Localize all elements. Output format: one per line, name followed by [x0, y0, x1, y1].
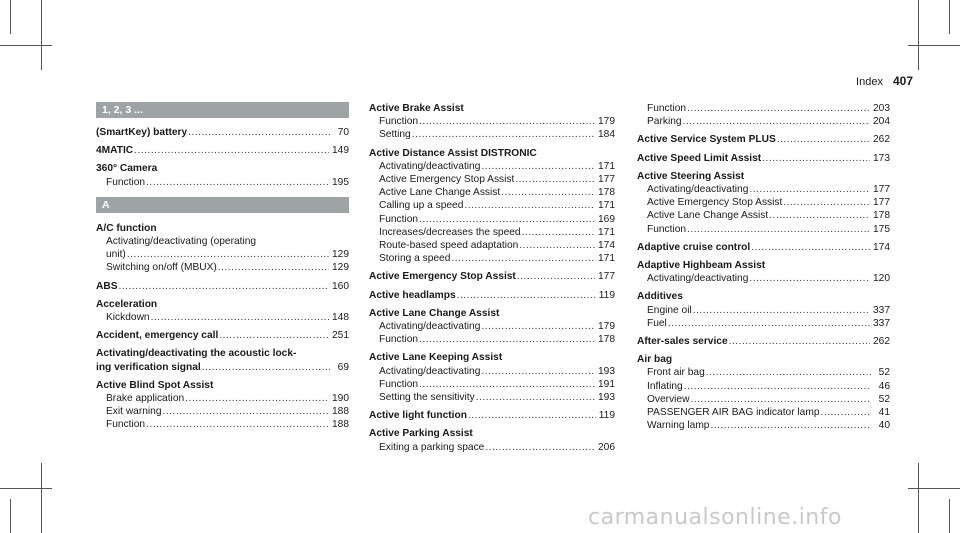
entry-text: Activating/deactivating: [647, 184, 749, 196]
entry-text: Fuel: [647, 317, 667, 329]
dot-leader: [419, 213, 595, 226]
entry-heading: [96, 379, 349, 392]
entry-heading[interactable]: [96, 361, 349, 374]
entry-text: Active Parking Assist: [369, 428, 473, 440]
entry-text: Active Blind Spot Assist: [96, 379, 214, 391]
entry-text: (SmartKey) battery: [96, 127, 188, 138]
entry-heading: [369, 102, 615, 115]
entry-text: 360° Camera: [96, 163, 158, 175]
entry-page-number: 171: [598, 200, 615, 212]
entry-page-number: 179: [598, 116, 615, 128]
subentry[interactable]: [96, 405, 349, 418]
entry-heading: [96, 162, 349, 175]
index-entry: [96, 162, 349, 188]
subentry[interactable]: [96, 176, 349, 189]
watermark: carmanualsonline.info: [588, 505, 842, 530]
entry-heading-line: Activating/deactivating the acoustic lock-: [96, 348, 297, 360]
index-entry: [96, 347, 349, 373]
entry-page-number: 177: [598, 271, 615, 283]
entry-text: Active Emergency Stop Assist: [379, 174, 515, 186]
entry-text: 4MATIC: [96, 145, 134, 157]
entry-text: Function: [106, 419, 146, 431]
entry-text: Active Distance Assist DISTRONIC: [369, 147, 537, 159]
entry-heading[interactable]: [637, 241, 890, 254]
index-entry: [369, 289, 615, 302]
page-header: [856, 74, 913, 88]
entry-page-number: 193: [598, 392, 615, 404]
entry-page-number: 171: [598, 226, 615, 238]
index-entry: [369, 147, 615, 266]
subentry[interactable]: [96, 248, 349, 261]
subentry[interactable]: [369, 128, 615, 141]
entry-heading: [637, 259, 890, 272]
index-column-3: [637, 102, 890, 437]
dot-leader: [464, 199, 595, 212]
subentry[interactable]: [369, 252, 615, 265]
entry-text: Function: [647, 223, 687, 235]
entry-text: Kickdown: [106, 312, 150, 324]
dot-leader: [146, 418, 329, 431]
dot-leader: [481, 160, 595, 173]
entry-page-number: 262: [873, 336, 890, 348]
entry-page-number: 195: [332, 176, 349, 188]
entry-heading: [369, 427, 615, 440]
entry-text: Active Emergency Stop Assist: [647, 197, 783, 209]
dot-leader: [668, 317, 870, 330]
entry-text: Active light function: [369, 410, 467, 422]
entry-heading[interactable]: [637, 335, 890, 348]
index-entry: [637, 170, 890, 236]
entry-heading[interactable]: [369, 289, 615, 302]
entry-heading[interactable]: [96, 329, 349, 342]
dot-leader: [522, 226, 595, 239]
entry-page-number: 191: [598, 378, 615, 390]
entry-text: Active Lane Change Assist: [647, 210, 769, 222]
subentry[interactable]: [96, 261, 349, 274]
subentry[interactable]: [369, 173, 615, 186]
dot-leader: [517, 270, 595, 283]
dot-leader: [468, 409, 596, 422]
entry-page-number: 175: [873, 223, 890, 235]
entry-page-number: 69: [337, 361, 349, 373]
entry-page-number: 119: [598, 289, 615, 301]
entry-page-number: 171: [598, 253, 615, 265]
index-entry: [637, 102, 890, 128]
section-letter-band: 1, 2, 3 ...: [96, 102, 349, 118]
index-entry: [369, 102, 615, 142]
index-entry: [369, 409, 615, 422]
index-entry: [96, 379, 349, 432]
dot-leader: [519, 239, 595, 252]
subentry[interactable]: [369, 226, 615, 239]
index-entry: [369, 270, 615, 283]
index-entry: [637, 133, 890, 146]
entry-heading: [369, 351, 615, 364]
section-letter-band: A: [96, 197, 349, 213]
entry-page-number: 203: [873, 103, 890, 114]
entry-page-number: 171: [598, 160, 615, 172]
entry-page-number: 178: [873, 210, 890, 222]
crop-mark: [10, 499, 11, 533]
index-entry: [637, 259, 890, 285]
subentry[interactable]: [369, 333, 615, 346]
subentry[interactable]: [637, 304, 890, 317]
index-entry: [369, 307, 615, 347]
subentry[interactable]: [369, 365, 615, 378]
subentry[interactable]: [637, 223, 890, 236]
dot-leader: [481, 320, 595, 333]
entry-text: Function: [379, 213, 419, 225]
index-entry: [637, 335, 890, 348]
entry-text: Overview: [647, 393, 690, 405]
entry-page-number: 188: [332, 419, 349, 431]
entry-page-number: 120: [873, 273, 890, 285]
subentry-line: Activating/deactivating (operating: [106, 236, 257, 248]
subentry[interactable]: [369, 320, 615, 333]
entry-text: Setting: [379, 129, 411, 141]
subentry[interactable]: [369, 213, 615, 226]
dot-leader: [684, 380, 871, 393]
crop-mark: [10, 0, 11, 34]
entry-text: Active headlamps: [369, 289, 456, 301]
entry-page-number: 52: [878, 367, 890, 379]
dot-leader: [687, 102, 870, 115]
entry-heading[interactable]: [369, 270, 615, 283]
subentry[interactable]: [369, 441, 615, 454]
dot-leader: [146, 176, 329, 189]
entry-text: Adaptive cruise control: [637, 241, 751, 253]
header-title: Index: [856, 76, 883, 88]
entry-text: Additives: [637, 291, 683, 303]
entry-page-number: 337: [873, 317, 890, 329]
entry-text: Storing a speed: [379, 253, 451, 265]
index-entry: [96, 329, 349, 342]
dot-leader: [476, 391, 595, 404]
entry-text: Function: [647, 103, 687, 114]
subentry[interactable]: [637, 115, 890, 128]
subentry[interactable]: [96, 311, 349, 324]
dot-leader: [751, 241, 870, 254]
subentry[interactable]: [369, 115, 615, 128]
crop-mark: [41, 463, 42, 533]
entry-page-number: 178: [598, 334, 615, 346]
entry-page-number: 179: [598, 321, 615, 333]
entry-page-number: 148: [332, 312, 349, 324]
entry-text: Increases/decreases the speed: [379, 226, 521, 238]
entry-page-number: 52: [878, 393, 890, 405]
index-entry: [96, 280, 349, 293]
entry-text: A/C function: [96, 222, 157, 234]
entry-page-number: 184: [598, 129, 615, 141]
entry-heading: [96, 222, 349, 235]
entry-text: PASSENGER AIR BAG indicator lamp: [647, 407, 820, 419]
dot-leader: [218, 261, 329, 274]
dot-leader: [749, 183, 870, 196]
index-entry: [96, 298, 349, 324]
entry-page-number: 206: [598, 441, 615, 453]
entry-page-number: 149: [332, 145, 349, 157]
index-entry: [637, 290, 890, 330]
entry-page-number: 262: [873, 134, 890, 146]
crop-mark: [949, 499, 950, 533]
dot-leader: [515, 173, 595, 186]
subentry[interactable]: [637, 183, 890, 196]
dot-leader: [706, 366, 871, 379]
entry-text: Acceleration: [96, 298, 158, 310]
subentry[interactable]: [637, 317, 890, 330]
subentry[interactable]: [369, 378, 615, 391]
entry-page-number: 177: [873, 184, 890, 196]
entry-text: Active Service System PLUS: [637, 134, 776, 146]
entry-page-number: 190: [332, 393, 349, 405]
dot-leader: [783, 196, 870, 209]
entry-text: Exiting a parking space: [379, 441, 485, 453]
entry-page-number: 46: [878, 380, 890, 392]
entry-text: Active Brake Assist: [369, 103, 464, 114]
entry-text: Active Speed Limit Assist: [637, 152, 762, 164]
entry-page-number: 177: [873, 197, 890, 209]
entry-text: Accident, emergency call: [96, 330, 219, 342]
entry-page-number: 193: [598, 365, 615, 377]
dot-leader: [501, 186, 595, 199]
dot-leader: [134, 144, 329, 157]
dot-leader: [457, 289, 596, 302]
dot-leader: [412, 128, 595, 141]
crop-mark: [41, 0, 42, 70]
entry-text: Exit warning: [106, 406, 162, 418]
dot-leader: [485, 441, 595, 454]
entry-page-number: 174: [598, 240, 615, 252]
dot-leader: [163, 405, 330, 418]
subentry[interactable]: [369, 239, 615, 252]
dot-leader: [821, 406, 872, 419]
entry-page-number: 251: [332, 330, 349, 342]
dot-leader: [749, 272, 870, 285]
dot-leader: [419, 333, 595, 346]
index-entry: [96, 126, 349, 139]
dot-leader: [769, 209, 870, 222]
entry-page-number: 178: [598, 187, 615, 199]
crop-mark: [0, 488, 52, 489]
subentry[interactable]: [637, 406, 890, 419]
subentry[interactable]: [637, 209, 890, 222]
entry-page-number: 169: [598, 213, 615, 225]
entry-text: After-sales service: [637, 336, 728, 348]
entry-text: ABS: [96, 280, 118, 292]
entry-page-number: 70: [337, 127, 349, 138]
index-column-2: [369, 102, 615, 459]
index-entry: [637, 353, 890, 432]
entry-text: Active Steering Assist: [637, 170, 745, 182]
subentry[interactable]: [369, 160, 615, 173]
index-entry: [369, 351, 615, 404]
crop-mark: [918, 463, 919, 533]
entry-text: Activating/deactivating: [379, 321, 481, 333]
entry-page-number: 204: [873, 116, 890, 128]
index-entry: [369, 427, 615, 453]
dot-leader: [202, 361, 330, 374]
dot-leader: [119, 280, 329, 293]
entry-heading: [369, 147, 615, 160]
subentry[interactable]: [369, 199, 615, 212]
dot-leader: [188, 126, 330, 139]
crop-mark: [908, 45, 960, 46]
dot-leader: [219, 329, 329, 342]
entry-page-number: 160: [332, 280, 349, 292]
index-entry: [96, 222, 349, 275]
entry-heading: [637, 170, 890, 183]
entry-page-number: 129: [332, 249, 349, 261]
entry-text: Function: [379, 378, 419, 390]
entry-text: Calling up a speed: [379, 200, 464, 212]
dot-leader: [127, 248, 329, 261]
entry-page-number: 177: [598, 174, 615, 186]
dot-leader: [693, 304, 870, 317]
entry-heading: [637, 290, 890, 303]
entry-text: unit): [106, 249, 126, 261]
dot-leader: [710, 419, 871, 432]
subentry[interactable]: [369, 391, 615, 404]
subentry[interactable]: [637, 380, 890, 393]
entry-page-number: 129: [332, 262, 349, 274]
crop-mark: [0, 45, 52, 46]
entry-text: Air bag: [637, 354, 673, 366]
entry-text: Function: [106, 176, 146, 188]
entry-text: Front air bag: [647, 367, 705, 379]
dot-leader: [729, 335, 870, 348]
entry-heading[interactable]: [96, 280, 349, 293]
entry-text: Activating/deactivating: [379, 160, 481, 172]
subentry[interactable]: [637, 393, 890, 406]
entry-heading: [96, 298, 349, 311]
dot-leader: [690, 393, 871, 406]
entry-text: Active Lane Change Assist: [379, 187, 501, 199]
entry-text: ing verification signal: [96, 361, 201, 373]
entry-page-number: 337: [873, 304, 890, 316]
index-column-1: [96, 102, 349, 437]
entry-page-number: 173: [873, 152, 890, 164]
entry-heading: [369, 307, 615, 320]
subentry[interactable]: [637, 419, 890, 432]
entry-text: Activating/deactivating: [379, 365, 481, 377]
subentry[interactable]: [96, 392, 349, 405]
index-entry: [637, 241, 890, 254]
entry-text: Engine oil: [647, 304, 692, 316]
entry-page-number: 40: [878, 420, 890, 432]
entry-heading: [637, 353, 890, 366]
entry-text: Setting the sensitivity: [379, 392, 475, 404]
entry-text: Activating/deactivating: [647, 273, 749, 285]
dot-leader: [419, 378, 595, 391]
dot-leader: [683, 115, 870, 128]
entry-page-number: 119: [598, 410, 615, 422]
entry-text: Adaptive Highbeam Assist: [637, 260, 766, 272]
entry-text: Parking: [647, 116, 682, 128]
entry-text: Route-based speed adaptation: [379, 240, 519, 252]
entry-page-number: 41: [878, 407, 890, 419]
crop-mark: [918, 0, 919, 70]
dot-leader: [451, 252, 595, 265]
entry-heading[interactable]: [369, 409, 615, 422]
subentry[interactable]: [369, 186, 615, 199]
crop-mark: [949, 0, 950, 34]
dot-leader: [687, 223, 870, 236]
entry-text: Brake application: [106, 393, 185, 405]
dot-leader: [185, 392, 329, 405]
page-number: 407: [892, 74, 913, 88]
entry-heading[interactable]: [96, 144, 349, 157]
subentry[interactable]: [637, 102, 890, 115]
entry-text: Active Lane Change Assist: [369, 307, 500, 319]
index-entry: [96, 144, 349, 157]
index-entry: [637, 152, 890, 165]
dot-leader: [481, 365, 595, 378]
entry-heading[interactable]: [96, 126, 349, 139]
dot-leader: [762, 152, 870, 165]
entry-text: Function: [379, 116, 419, 128]
entry-heading[interactable]: [637, 133, 890, 146]
entry-page-number: 174: [873, 241, 890, 253]
entry-text: Warning lamp: [647, 420, 710, 432]
dot-leader: [419, 115, 595, 128]
entry-text: Active Emergency Stop Assist: [369, 271, 516, 283]
entry-text: Active Lane Keeping Assist: [369, 352, 503, 364]
entry-text: Function: [379, 334, 419, 346]
dot-leader: [777, 133, 870, 146]
entry-text: Switching on/off (MBUX): [106, 262, 217, 274]
dot-leader: [151, 311, 329, 324]
entry-page-number: 188: [332, 406, 349, 418]
subentry[interactable]: [637, 272, 890, 285]
subentry[interactable]: [96, 418, 349, 431]
subentry[interactable]: [637, 366, 890, 379]
subentry[interactable]: [637, 196, 890, 209]
entry-heading[interactable]: [637, 152, 890, 165]
crop-mark: [908, 488, 960, 489]
entry-text: Inflating: [647, 380, 683, 392]
